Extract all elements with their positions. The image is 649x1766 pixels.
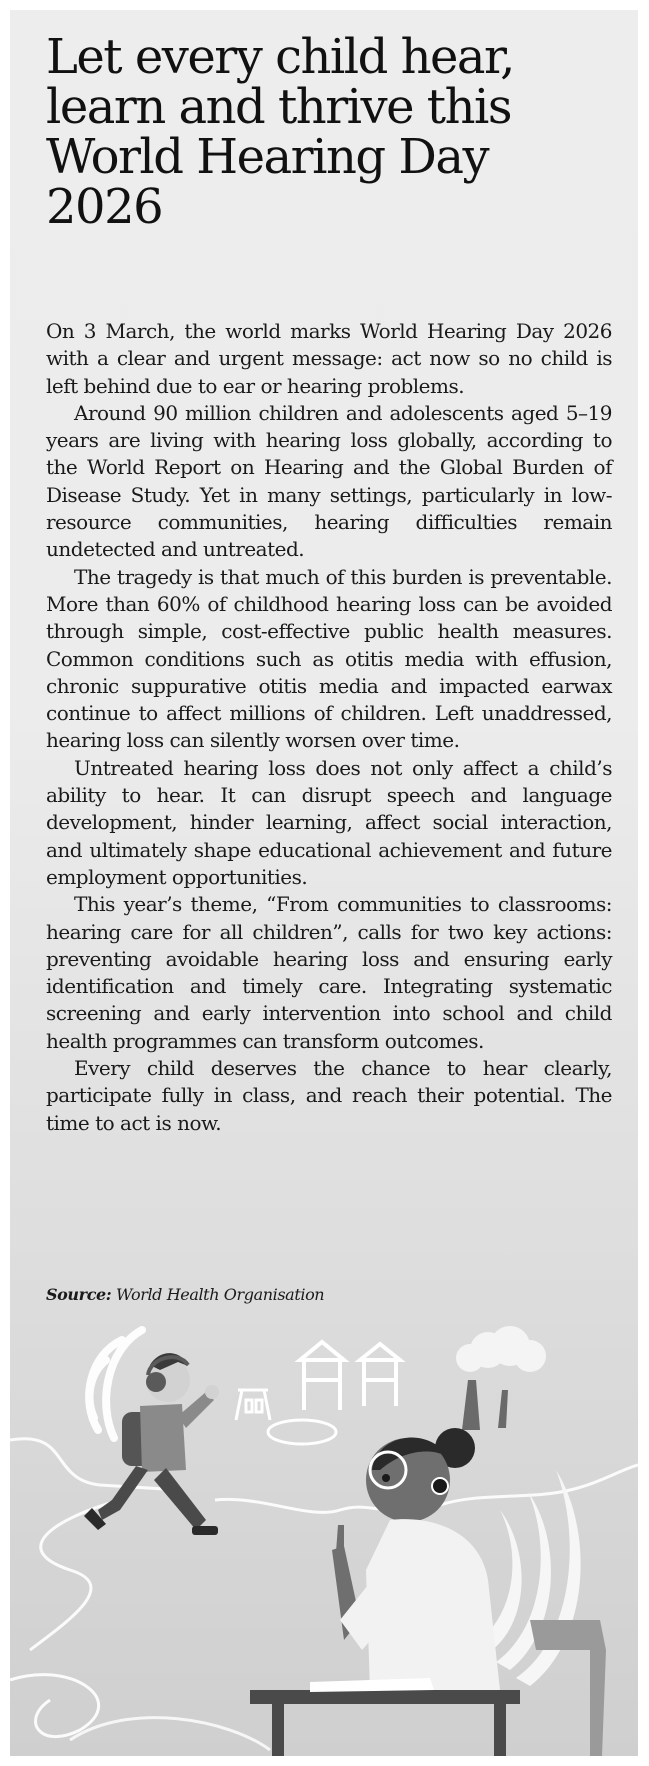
winding-path-bottom xyxy=(70,1718,270,1750)
paragraph: On 3 March, the world marks World Hearing Day 2026 with a clear and urgent message: act now so no child is left behind due to ear or hearing problems. xyxy=(46,319,612,398)
source-name: World Health Organisation xyxy=(116,1285,325,1304)
boy-leg-back xyxy=(98,1466,148,1520)
chair-back xyxy=(530,1620,606,1756)
shoe-front xyxy=(192,1526,218,1535)
sandpit xyxy=(268,1420,336,1444)
winding-path xyxy=(10,1439,180,1737)
slide-tower-icon xyxy=(300,1342,400,1410)
paragraph: This year’s theme, “From communities to classrooms: hearing care for all children”, calls for two key actions: preventing avoidable hearing loss and ensuring early identification and timely care. Integrating systematic screening and early intervention into school and child health programmes can transform outcomes. xyxy=(46,892,612,1053)
boy-leg-front xyxy=(154,1468,206,1530)
tree-icon xyxy=(456,1326,546,1430)
paragraph: Untreated hearing loss does not only affect a child’s ability to hear. It can disrupt speech and language development, hinder learning, affect social interaction, and ultimately shape educational achievement and future employment opportunities. xyxy=(46,755,612,889)
boy-torso xyxy=(140,1404,186,1472)
hearing-aid-icon xyxy=(432,1478,448,1494)
source-credit xyxy=(46,1285,324,1304)
article-page xyxy=(10,10,638,1756)
article-body xyxy=(46,318,612,1137)
eye xyxy=(382,1474,390,1482)
raised-finger xyxy=(336,1525,344,1552)
student-girl-figure xyxy=(332,1428,500,1690)
paragraph: Around 90 million children and adolescents aged 5–19 years are living with hearing loss globally, according to the World Report on Hearing and the Global Burden of Disease Study. Yet in many settings, particularly in low-resource communities, hearing difficulties remain undetected and untreated. xyxy=(46,400,612,562)
swing-set-icon xyxy=(236,1390,270,1420)
source-label: Source: xyxy=(46,1285,112,1304)
notebook-icon xyxy=(310,1678,434,1692)
paragraph: Every child deserves the chance to hear clearly, participate fully in class, and reach their potential. The time to act is now. xyxy=(46,1056,612,1135)
headline: Let every child hear, learn and thrive this World Hearing Day 2026 xyxy=(46,29,514,235)
paragraph: The tragedy is that much of this burden is preventable. More than 60% of childhood hearing loss can be avoided through simple, cost-effective public health measures. Common conditions such as otitis media with effusion, chronic suppurative otitis media and impacted earwax continue to affect millions of children. Left unaddressed, hearing loss can silently worsen over time. xyxy=(46,564,612,753)
children-hearing-illustration xyxy=(10,1320,638,1756)
